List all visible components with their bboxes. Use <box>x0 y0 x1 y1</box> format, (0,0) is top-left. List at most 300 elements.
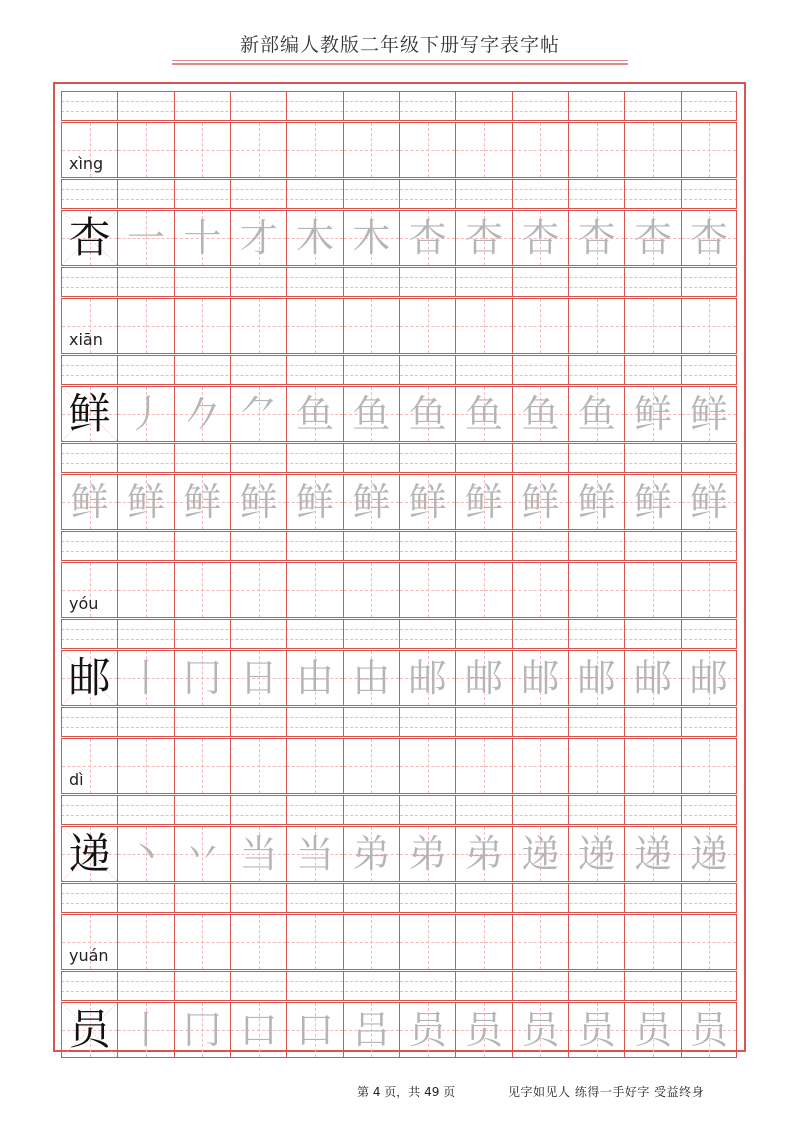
cell-divider <box>624 972 625 1000</box>
cell-divider <box>230 444 231 472</box>
tracing-character: 鲜 <box>464 480 503 524</box>
cell-divider <box>117 268 118 296</box>
character-band <box>61 914 737 970</box>
practice-cell[interactable] <box>286 915 342 969</box>
tracing-character: 鲜 <box>408 480 447 524</box>
character-band <box>61 386 737 442</box>
practice-cell[interactable] <box>512 651 568 705</box>
practice-cell[interactable] <box>624 299 680 353</box>
center-guide <box>287 942 342 943</box>
practice-cell[interactable] <box>117 299 173 353</box>
cell-divider <box>624 268 625 296</box>
practice-cell[interactable] <box>455 211 511 265</box>
practice-cell[interactable] <box>455 563 511 617</box>
tracing-character: 丿 <box>126 392 165 436</box>
practice-cell[interactable] <box>624 915 680 969</box>
practice-cell[interactable] <box>624 563 680 617</box>
center-guide <box>175 942 230 943</box>
cell-divider <box>343 620 344 648</box>
practice-cell[interactable] <box>174 475 230 529</box>
cell-divider <box>736 532 737 560</box>
center-guide <box>175 150 230 151</box>
tracing-character: 鲜 <box>70 480 109 524</box>
cell-divider <box>117 532 118 560</box>
tracing-character: 邮 <box>633 656 672 700</box>
tracing-character: 杏 <box>464 216 503 260</box>
tracing-character: 当 <box>239 832 278 876</box>
practice-cell[interactable] <box>681 211 737 265</box>
practice-cell[interactable] <box>117 739 173 793</box>
cell-divider <box>681 620 682 648</box>
practice-cell[interactable] <box>568 1003 624 1057</box>
cell-divider <box>624 620 625 648</box>
practice-cell[interactable] <box>681 299 737 353</box>
center-guide <box>456 326 511 327</box>
practice-cell[interactable] <box>286 387 342 441</box>
tracing-character: 丨 <box>126 1008 165 1052</box>
cell-divider <box>681 708 682 736</box>
cell-divider <box>681 796 682 824</box>
cell-divider <box>117 972 118 1000</box>
center-guide <box>569 150 624 151</box>
tracing-character: 杏 <box>408 216 447 260</box>
tracing-character: 鲜 <box>521 480 560 524</box>
cell-divider <box>174 972 175 1000</box>
page-number: 第 4 页，共 49 页 <box>357 1085 456 1099</box>
practice-cell[interactable] <box>343 915 399 969</box>
center-guide <box>625 590 680 591</box>
practice-cell[interactable] <box>230 123 286 177</box>
cell-divider <box>61 356 62 384</box>
pinyin-band <box>61 707 737 737</box>
practice-cell[interactable] <box>117 387 173 441</box>
cell-divider <box>343 532 344 560</box>
practice-cell[interactable] <box>455 827 511 881</box>
practice-cell[interactable] <box>230 563 286 617</box>
practice-cell[interactable] <box>399 299 455 353</box>
tracing-character: 鲜 <box>183 480 222 524</box>
cell-divider <box>61 532 62 560</box>
practice-cell[interactable] <box>343 651 399 705</box>
cell-divider <box>681 972 682 1000</box>
cell-divider <box>61 92 62 120</box>
cell-divider <box>624 532 625 560</box>
pinyin-band <box>61 531 737 561</box>
cell-divider <box>512 444 513 472</box>
practice-cell[interactable] <box>624 1003 680 1057</box>
center-guide <box>287 766 342 767</box>
cell-divider <box>286 532 287 560</box>
tracing-character: ⺈ <box>239 392 278 436</box>
cell-divider <box>568 92 569 120</box>
cell-divider <box>286 796 287 824</box>
practice-cell[interactable] <box>624 827 680 881</box>
center-guide <box>287 590 342 591</box>
tracing-character: 吕 <box>352 1008 391 1052</box>
practice-cell[interactable] <box>568 387 624 441</box>
practice-cell[interactable] <box>624 387 680 441</box>
cell-divider <box>512 884 513 912</box>
practice-cell[interactable] <box>343 123 399 177</box>
practice-cell[interactable] <box>455 915 511 969</box>
center-guide <box>344 150 399 151</box>
model-character: 鲜 <box>68 389 111 438</box>
practice-cell[interactable] <box>624 475 680 529</box>
practice-cell[interactable] <box>61 827 117 881</box>
practice-cell[interactable] <box>230 1003 286 1057</box>
practice-cell[interactable] <box>230 475 286 529</box>
practice-cell[interactable] <box>174 915 230 969</box>
cell-divider <box>568 796 569 824</box>
practice-cell[interactable] <box>286 1003 342 1057</box>
practice-cell[interactable] <box>230 915 286 969</box>
practice-cell[interactable] <box>343 1003 399 1057</box>
practice-cell[interactable] <box>117 915 173 969</box>
center-guide <box>682 590 736 591</box>
pinyin-label: xìng <box>69 154 104 173</box>
cell-divider <box>61 268 62 296</box>
cell-divider <box>230 884 231 912</box>
tracing-character: 邮 <box>464 656 503 700</box>
practice-cell[interactable] <box>117 827 173 881</box>
cell-divider <box>399 92 400 120</box>
tracing-character: 员 <box>577 1008 616 1052</box>
cell-divider <box>174 180 175 208</box>
tracing-character: 邮 <box>521 656 560 700</box>
practice-cell[interactable] <box>624 651 680 705</box>
practice-cell[interactable] <box>681 651 737 705</box>
cell-divider <box>512 356 513 384</box>
practice-cell[interactable] <box>512 123 568 177</box>
cell-divider <box>681 180 682 208</box>
cell-divider <box>343 92 344 120</box>
practice-cell[interactable] <box>286 123 342 177</box>
practice-cell[interactable] <box>61 651 117 705</box>
cell-divider <box>230 268 231 296</box>
practice-cell[interactable] <box>286 299 342 353</box>
practice-cell[interactable] <box>230 387 286 441</box>
practice-cell[interactable] <box>512 915 568 969</box>
practice-cell[interactable] <box>568 563 624 617</box>
cell-divider <box>343 268 344 296</box>
practice-cell[interactable] <box>512 739 568 793</box>
practice-cell[interactable] <box>624 739 680 793</box>
practice-cell[interactable] <box>455 475 511 529</box>
practice-cell[interactable] <box>399 123 455 177</box>
practice-cell[interactable] <box>286 739 342 793</box>
pinyin-label: yuán <box>69 946 109 965</box>
character-band <box>61 826 737 882</box>
cell-divider <box>568 532 569 560</box>
tracing-character: 杏 <box>633 216 672 260</box>
cell-divider <box>174 92 175 120</box>
practice-cell[interactable] <box>568 475 624 529</box>
cell-divider <box>117 356 118 384</box>
cell-divider <box>736 620 737 648</box>
model-character: 杏 <box>68 213 111 262</box>
tracing-character: 木 <box>295 216 334 260</box>
practice-cell[interactable] <box>624 123 680 177</box>
practice-cell[interactable] <box>174 563 230 617</box>
tracing-character: 鱼 <box>577 392 616 436</box>
tracing-character: 由 <box>352 656 391 700</box>
practice-cell[interactable] <box>512 387 568 441</box>
practice-cell[interactable] <box>343 387 399 441</box>
cell-divider <box>61 796 62 824</box>
center-guide <box>400 326 455 327</box>
cell-divider <box>117 444 118 472</box>
center-guide <box>569 766 624 767</box>
tracing-character: 鲜 <box>239 480 278 524</box>
cell-divider <box>512 708 513 736</box>
practice-cell[interactable] <box>117 563 173 617</box>
cell-divider <box>512 268 513 296</box>
practice-cell[interactable] <box>174 651 230 705</box>
practice-cell[interactable] <box>286 475 342 529</box>
cell-divider <box>230 532 231 560</box>
practice-cell[interactable] <box>681 827 737 881</box>
title-rule <box>172 60 628 61</box>
practice-cell[interactable] <box>286 211 342 265</box>
practice-cell[interactable] <box>568 299 624 353</box>
tracing-character: 十 <box>183 216 222 260</box>
center-guide <box>682 942 736 943</box>
page-title: 新部编人教版二年级下册写字表字帖 <box>239 34 560 56</box>
tracing-character: 鱼 <box>295 392 334 436</box>
practice-cell[interactable] <box>286 563 342 617</box>
tracing-character: 鲜 <box>689 480 728 524</box>
cell-divider <box>568 620 569 648</box>
cell-divider <box>230 708 231 736</box>
cell-divider <box>61 180 62 208</box>
tracing-character: 邮 <box>577 656 616 700</box>
cell-divider <box>736 92 737 120</box>
cell-divider <box>568 884 569 912</box>
practice-cell[interactable] <box>117 475 173 529</box>
practice-cell[interactable] <box>174 827 230 881</box>
cell-divider <box>117 180 118 208</box>
practice-cell[interactable] <box>568 739 624 793</box>
practice-cell[interactable] <box>681 1003 737 1057</box>
cell-divider <box>117 92 118 120</box>
pinyin-band <box>61 770 737 825</box>
practice-cell[interactable] <box>343 475 399 529</box>
cell-divider <box>512 92 513 120</box>
cell-divider <box>736 884 737 912</box>
center-guide <box>456 942 511 943</box>
practice-cell[interactable] <box>230 651 286 705</box>
center-guide <box>625 766 680 767</box>
cell-divider <box>455 884 456 912</box>
practice-cell[interactable] <box>399 827 455 881</box>
tracing-character: 鲜 <box>577 480 616 524</box>
tracing-character: 员 <box>464 1008 503 1052</box>
tracing-character: 𠂊 <box>183 392 222 436</box>
cell-divider <box>174 268 175 296</box>
practice-cell[interactable] <box>117 651 173 705</box>
cell-divider <box>624 796 625 824</box>
tracing-character: 递 <box>633 832 672 876</box>
practice-cell[interactable] <box>568 211 624 265</box>
practice-cell[interactable] <box>455 123 511 177</box>
practice-cell[interactable] <box>286 651 342 705</box>
cell-divider <box>230 180 231 208</box>
center-guide <box>625 942 680 943</box>
cell-divider <box>512 972 513 1000</box>
practice-cell[interactable] <box>117 211 173 265</box>
cell-divider <box>399 444 400 472</box>
footer-motto: 见字如见人 练得一手好字 受益终身 <box>508 1085 705 1099</box>
center-guide <box>682 150 736 151</box>
practice-cell[interactable] <box>681 915 737 969</box>
cell-divider <box>568 708 569 736</box>
tracing-character: 鲜 <box>295 480 334 524</box>
practice-cell[interactable] <box>174 123 230 177</box>
practice-cell[interactable] <box>343 827 399 881</box>
cell-divider <box>399 268 400 296</box>
cell-divider <box>117 796 118 824</box>
practice-cell[interactable] <box>512 475 568 529</box>
cell-divider <box>455 972 456 1000</box>
pinyin-band <box>61 330 737 385</box>
practice-cell[interactable] <box>681 123 737 177</box>
center-guide <box>400 150 455 151</box>
practice-cell[interactable] <box>568 123 624 177</box>
model-character: 递 <box>68 829 111 878</box>
center-guide <box>62 150 117 151</box>
cell-divider <box>343 708 344 736</box>
center-guide <box>400 590 455 591</box>
practice-cell[interactable] <box>399 387 455 441</box>
practice-cell[interactable] <box>455 1003 511 1057</box>
cell-divider <box>624 92 625 120</box>
pinyin-band <box>61 883 737 913</box>
practice-cell[interactable] <box>230 211 286 265</box>
center-guide <box>569 942 624 943</box>
tracing-character: 递 <box>521 832 560 876</box>
pinyin-band <box>61 154 737 209</box>
practice-cell[interactable] <box>624 211 680 265</box>
cell-divider <box>399 356 400 384</box>
practice-cell[interactable] <box>512 299 568 353</box>
tracing-character: 员 <box>521 1008 560 1052</box>
practice-cell[interactable] <box>399 739 455 793</box>
practice-cell[interactable] <box>286 827 342 881</box>
practice-cell[interactable] <box>399 651 455 705</box>
practice-cell[interactable] <box>230 299 286 353</box>
tracing-character: 杏 <box>689 216 728 260</box>
cell-divider <box>343 180 344 208</box>
center-guide <box>513 150 568 151</box>
cell-divider <box>736 972 737 1000</box>
tracing-character: 鱼 <box>352 392 391 436</box>
cell-divider <box>736 708 737 736</box>
practice-cell[interactable] <box>399 475 455 529</box>
cell-divider <box>681 444 682 472</box>
practice-cell[interactable] <box>174 387 230 441</box>
practice-cell[interactable] <box>174 211 230 265</box>
practice-cell[interactable] <box>512 563 568 617</box>
model-character: 邮 <box>68 653 111 702</box>
practice-cell[interactable] <box>568 915 624 969</box>
practice-cell[interactable] <box>568 651 624 705</box>
center-guide <box>456 150 511 151</box>
pinyin-band <box>61 267 737 297</box>
cell-divider <box>174 444 175 472</box>
practice-cell[interactable] <box>399 211 455 265</box>
cell-divider <box>568 180 569 208</box>
cell-divider <box>568 444 569 472</box>
cell-divider <box>343 972 344 1000</box>
cell-divider <box>399 708 400 736</box>
cell-divider <box>286 92 287 120</box>
practice-cell[interactable] <box>117 123 173 177</box>
center-guide <box>400 766 455 767</box>
practice-cell[interactable] <box>399 563 455 617</box>
practice-cell[interactable] <box>343 563 399 617</box>
center-guide <box>625 150 680 151</box>
cell-divider <box>624 180 625 208</box>
practice-cell[interactable] <box>455 299 511 353</box>
practice-cell[interactable] <box>399 915 455 969</box>
practice-cell[interactable] <box>512 211 568 265</box>
tracing-character: 鲜 <box>633 480 672 524</box>
practice-cell[interactable] <box>230 739 286 793</box>
cell-divider <box>568 972 569 1000</box>
practice-cell[interactable] <box>230 827 286 881</box>
practice-cell[interactable] <box>681 739 737 793</box>
practice-cell[interactable] <box>681 387 737 441</box>
practice-cell[interactable] <box>681 563 737 617</box>
practice-cell[interactable] <box>455 651 511 705</box>
practice-cell[interactable] <box>512 827 568 881</box>
practice-cell[interactable] <box>512 1003 568 1057</box>
cell-divider <box>624 884 625 912</box>
center-guide <box>231 590 286 591</box>
practice-cell[interactable] <box>455 387 511 441</box>
cell-divider <box>736 180 737 208</box>
practice-cell[interactable] <box>343 299 399 353</box>
tracing-character: 鱼 <box>408 392 447 436</box>
practice-cell[interactable] <box>61 475 117 529</box>
practice-cell[interactable] <box>568 827 624 881</box>
practice-cell[interactable] <box>61 1003 117 1057</box>
practice-cell[interactable] <box>117 1003 173 1057</box>
practice-cell[interactable] <box>61 387 117 441</box>
practice-cell[interactable] <box>174 299 230 353</box>
practice-cell[interactable] <box>343 211 399 265</box>
cell-divider <box>61 620 62 648</box>
cell-divider <box>455 796 456 824</box>
practice-cell[interactable] <box>399 1003 455 1057</box>
cell-divider <box>455 620 456 648</box>
practice-cell[interactable] <box>343 739 399 793</box>
practice-cell[interactable] <box>681 475 737 529</box>
practice-cell[interactable] <box>455 739 511 793</box>
cell-divider <box>117 708 118 736</box>
tracing-character: 鱼 <box>464 392 503 436</box>
tracing-character: 递 <box>577 832 616 876</box>
center-guide <box>682 326 736 327</box>
character-band <box>61 298 737 354</box>
practice-cell[interactable] <box>174 739 230 793</box>
practice-cell[interactable] <box>174 1003 230 1057</box>
tracing-character: 员 <box>689 1008 728 1052</box>
center-guide <box>513 766 568 767</box>
tracing-character: 邮 <box>408 656 447 700</box>
practice-cell[interactable] <box>61 211 117 265</box>
cell-divider <box>117 620 118 648</box>
